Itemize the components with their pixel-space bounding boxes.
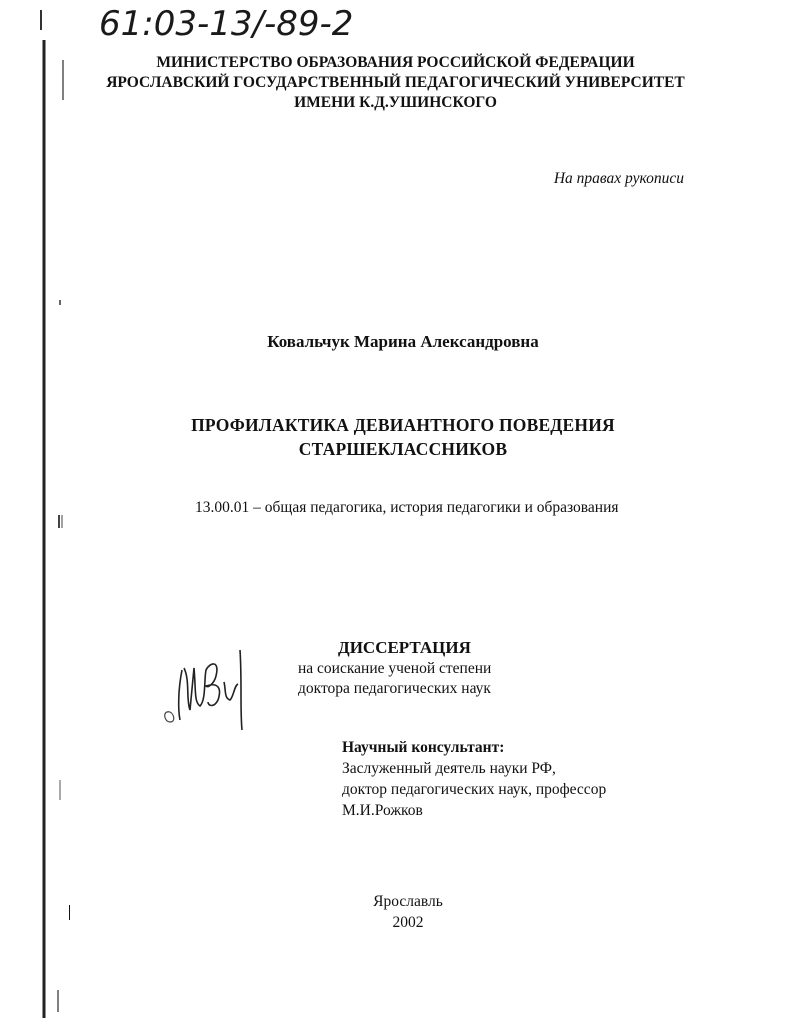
scan-edge-artifact: [0, 0, 70, 1018]
consultant-line-2: доктор педагогических наук, профессор: [342, 781, 607, 798]
consultant-line-3: М.И.Рожков: [342, 802, 423, 819]
signature-mark: [160, 640, 260, 735]
consultant-heading: Научный консультант:: [342, 739, 505, 756]
consultant-line-1: Заслуженный деятель науки РФ,: [342, 760, 556, 777]
institution-line-1: МИНИСТЕРСТВО ОБРАЗОВАНИЯ РОССИЙСКОЙ ФЕДЕРАЦИИ: [156, 54, 635, 71]
degree-line-2: доктора педагогических наук: [298, 680, 491, 697]
city: Ярославль: [373, 893, 443, 910]
dissertation-title-line-1: ПРОФИЛАКТИКА ДЕВИАНТНОГО ПОВЕДЕНИЯ: [191, 415, 615, 435]
degree-block: [298, 637, 491, 699]
author-name: Ковальчук Марина Александровна: [267, 332, 539, 351]
dissertation-title-line-2: СТАРШЕКЛАССНИКОВ: [298, 439, 508, 459]
specialty-code: 13.00.01 – общая педагогика, история педагогики и образования: [195, 499, 619, 516]
degree-heading: ДИССЕРТАЦИЯ: [338, 638, 471, 657]
manuscript-rights-note: На правах рукописи: [553, 170, 684, 187]
archive-number: [95, 2, 435, 51]
degree-line-1: на соискание ученой степени: [298, 660, 492, 677]
institution-line-3: ИМЕНИ К.Д.УШИНСКОГО: [294, 94, 497, 111]
year: 2002: [392, 914, 424, 931]
archive-number-handwriting: [95, 2, 435, 46]
place-year-block: [0, 891, 791, 933]
svg-text:61:03-13/-89-2: 61:03-13/-89-2: [99, 4, 354, 44]
consultant-block: [342, 737, 606, 821]
institution-line-2: ЯРОСЛАВСКИЙ ГОСУДАРСТВЕННЫЙ ПЕДАГОГИЧЕСКИЙ УНИВЕРСИТЕТ: [106, 74, 685, 91]
